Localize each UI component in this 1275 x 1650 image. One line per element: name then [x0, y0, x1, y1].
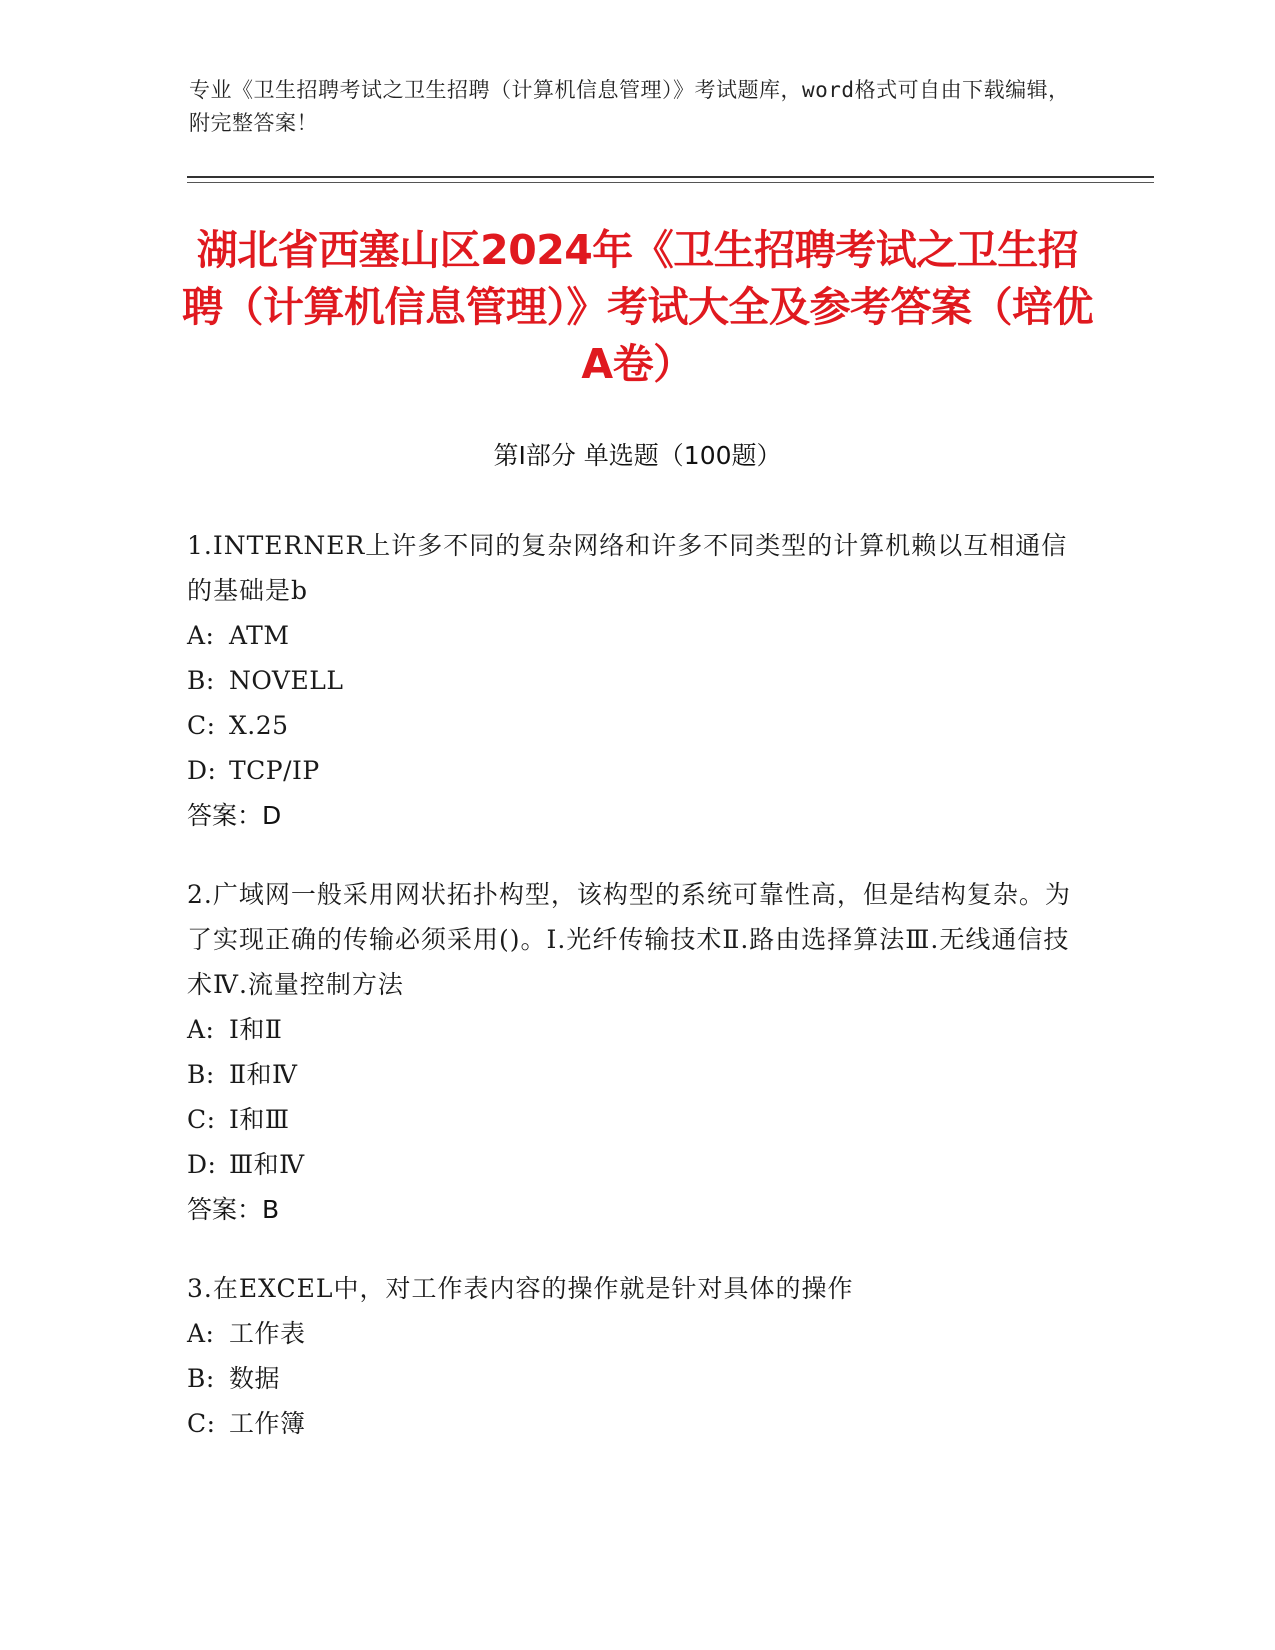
answer-label: 答案：: [187, 1195, 263, 1224]
question-item: [187, 523, 1077, 838]
option-key: B:: [187, 666, 215, 695]
answer-option: [187, 1097, 1077, 1142]
answer-line: [187, 793, 1077, 838]
header-note: 专业《卫生招聘考试之卫生招聘（计算机信息管理）》考试题库，word格式可自由下载编辑，附完整答案！: [189, 78, 1070, 135]
answer-option: [187, 658, 1077, 703]
option-text: X.25: [229, 711, 289, 740]
answer-option: [187, 1356, 1077, 1401]
answer-value: D: [262, 801, 282, 830]
option-key: D:: [187, 1150, 217, 1179]
option-key: B:: [187, 1060, 215, 1089]
answer-option: [187, 1052, 1077, 1097]
section-title: 第I部分 单选题（100题）: [493, 441, 782, 470]
answer-value: B: [262, 1195, 280, 1224]
option-key: C:: [187, 1105, 216, 1134]
header-divider-thin: [187, 182, 1154, 183]
option-key: A:: [187, 621, 215, 650]
option-key: C:: [187, 711, 216, 740]
option-text: Ⅱ和Ⅳ: [229, 1060, 298, 1089]
question-stem: 3.在EXCEL中，对工作表内容的操作就是针对具体的操作: [187, 1274, 854, 1303]
answer-line: [187, 1187, 1077, 1232]
question-item: [187, 1266, 1077, 1446]
option-text: Ⅲ和Ⅳ: [229, 1150, 305, 1179]
option-key: C:: [187, 1409, 216, 1438]
question-list: [187, 523, 1077, 1480]
answer-option: [187, 703, 1077, 748]
answer-label: 答案：: [187, 801, 263, 830]
option-key: A:: [187, 1015, 215, 1044]
option-key: D:: [187, 756, 217, 785]
option-text: NOVELL: [229, 666, 344, 695]
question-stem: 1.INTERNER上许多不同的复杂网络和许多不同类型的计算机赖以互相通信的基础是b: [187, 531, 1068, 605]
answer-option: [187, 1142, 1077, 1187]
question-stem: 2.广域网一般采用网状拓扑构型，该构型的系统可靠性高，但是结构复杂。为了实现正确的传输必须采用()。Ⅰ.光纤传输技术Ⅱ.路由选择算法Ⅲ.无线通信技术Ⅳ.流量控制方法: [187, 880, 1071, 999]
option-text: ATM: [229, 621, 290, 650]
option-text: Ⅰ和Ⅲ: [229, 1105, 290, 1134]
question-item: [187, 872, 1077, 1232]
answer-option: [187, 1401, 1077, 1446]
option-text: 工作簿: [229, 1409, 306, 1438]
header-divider-thick: [187, 176, 1154, 178]
document-title: 湖北省西塞山区2024年《卫生招聘考试之卫生招聘（计算机信息管理）》考试大全及参考答案（培优A卷）: [182, 226, 1093, 388]
option-text: TCP/IP: [229, 756, 320, 785]
answer-option: [187, 748, 1077, 793]
option-text: 数据: [229, 1364, 281, 1393]
answer-option: [187, 1007, 1077, 1052]
option-key: B:: [187, 1364, 215, 1393]
answer-option: [187, 613, 1077, 658]
option-text: 工作表: [229, 1319, 306, 1348]
option-text: Ⅰ和Ⅱ: [229, 1015, 283, 1044]
option-key: A:: [187, 1319, 215, 1348]
answer-option: [187, 1311, 1077, 1356]
